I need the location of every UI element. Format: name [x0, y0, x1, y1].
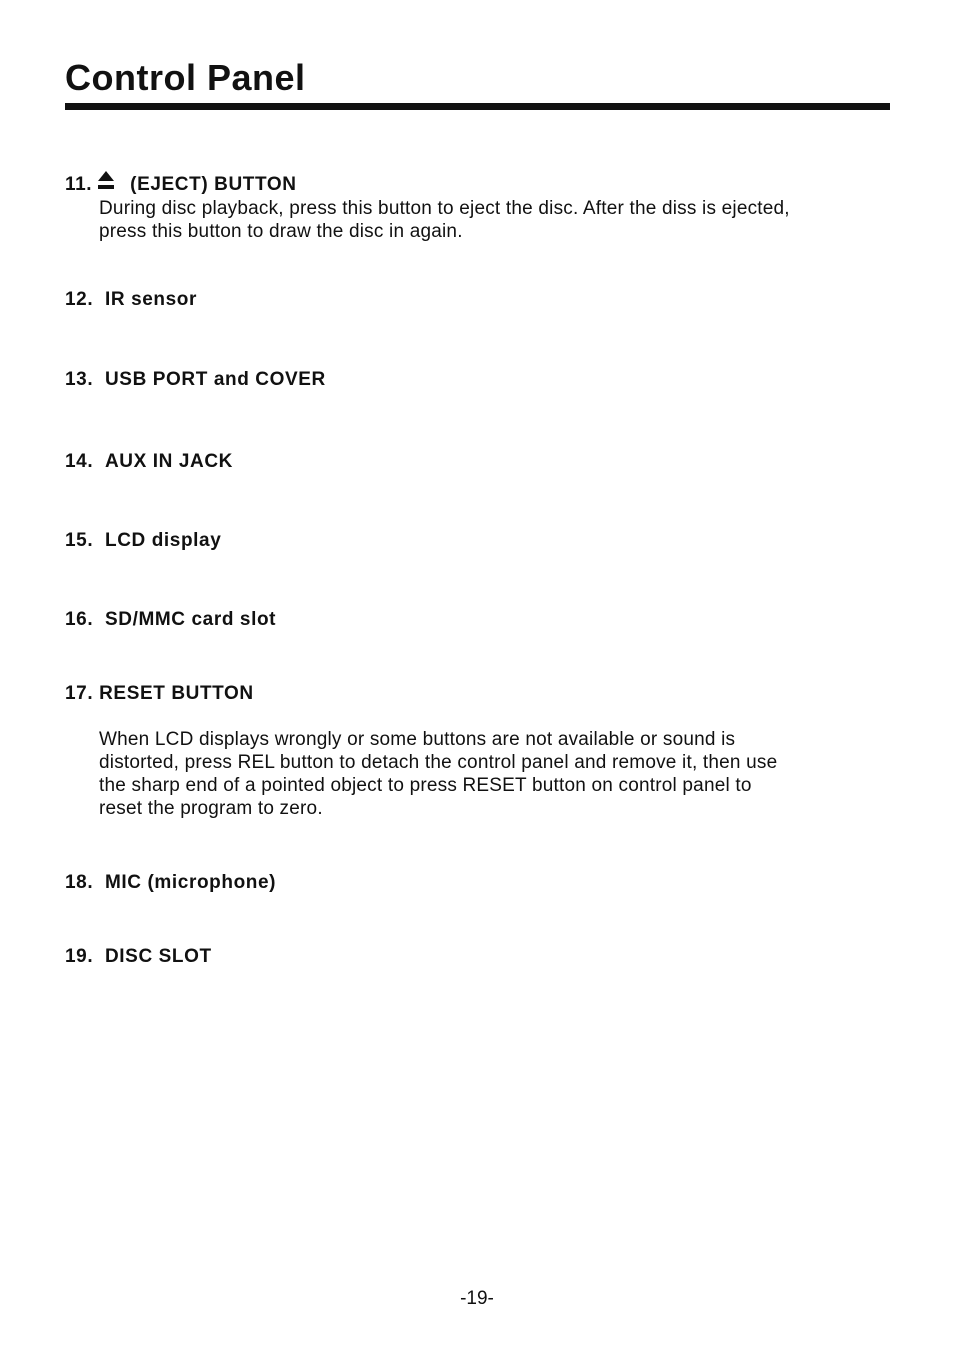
item-label: RESET BUTTON [99, 683, 254, 704]
item-sd-mmc-slot [65, 608, 895, 632]
item-mic [65, 871, 895, 895]
eject-icon [96, 170, 116, 192]
item-label: SD/MMC card slot [104, 609, 277, 630]
item-number: 16. [65, 609, 94, 630]
item-heading [65, 608, 895, 632]
description-line: press this button to draw the disc in again. [99, 221, 463, 242]
description-line: distorted, press REL button to detach the control panel and remove it, then use [99, 752, 778, 773]
item-heading [65, 450, 895, 474]
item-heading [65, 682, 895, 706]
item-heading [65, 945, 895, 969]
item-number: 11. [65, 174, 93, 195]
item-label: DISC SLOT [104, 946, 212, 967]
item-label: LCD display [104, 530, 222, 551]
description-line: When LCD displays wrongly or some buttons are not available or sound is [99, 729, 736, 750]
item-disc-slot [65, 945, 895, 969]
item-label: IR sensor [104, 289, 197, 310]
item-reset-button [65, 682, 895, 820]
item-aux-in-jack [65, 450, 895, 474]
item-number: 17. [65, 683, 94, 704]
title-rule [65, 103, 890, 110]
page-title: Control Panel [65, 57, 306, 98]
item-eject-button [65, 170, 895, 243]
item-lcd-display [65, 529, 895, 553]
item-label: (EJECT) BUTTON [130, 174, 297, 195]
item-number: 15. [65, 530, 94, 551]
page-number: -19- [460, 1288, 494, 1309]
item-heading [65, 871, 895, 895]
item-heading [65, 288, 895, 312]
item-number: 19. [65, 946, 94, 967]
item-usb-port [65, 368, 895, 392]
item-label: USB PORT and COVER [104, 369, 326, 390]
description-line: During disc playback, press this button to eject the disc. After the diss is ejected, [99, 198, 790, 219]
item-label: MIC (microphone) [104, 872, 277, 893]
item-ir-sensor [65, 288, 895, 312]
item-number: 18. [65, 872, 94, 893]
item-number: 14. [65, 451, 94, 472]
description-line: reset the program to zero. [99, 798, 323, 819]
item-description [99, 197, 895, 243]
item-heading [65, 368, 895, 392]
item-heading [65, 529, 895, 553]
item-heading [65, 170, 895, 197]
item-description [99, 728, 895, 820]
item-number: 12. [65, 289, 94, 310]
item-label: AUX IN JACK [104, 451, 233, 472]
description-line: the sharp end of a pointed object to press RESET button on control panel to [99, 775, 752, 796]
item-number: 13. [65, 369, 94, 390]
